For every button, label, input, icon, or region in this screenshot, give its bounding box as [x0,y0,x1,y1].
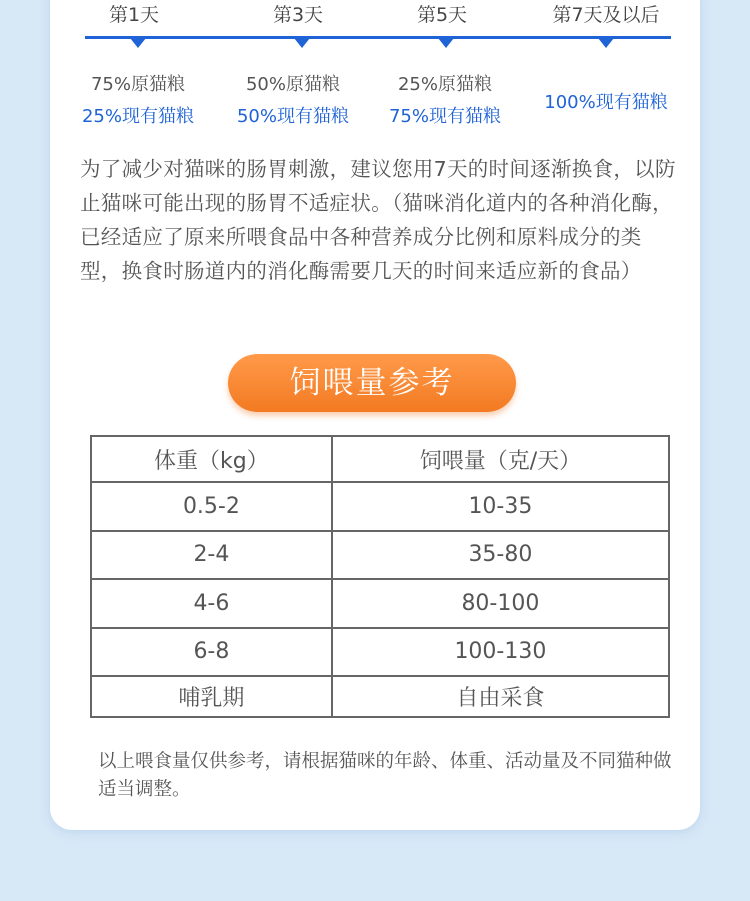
stage-3-new-food: 75%现有猫粮 [388,106,501,127]
stage-3-old-food: 25%原猫粮 [397,74,492,95]
timeline-marker [130,38,146,48]
amount-cell: 100-130 [332,628,669,677]
stage-1-old-food: 75%原猫粮 [90,74,185,95]
timeline-marker [438,38,454,48]
timeline-line [85,36,671,39]
feeding-section-title: 饲喂量参考 [228,354,516,412]
weight-cell: 哺乳期 [91,676,332,717]
timeline-marker [294,38,310,48]
stage-4-new-food: 100%现有猫粮 [544,92,668,113]
transition-description: 为了减少对猫咪的肠胃刺激，建议您用7天的时间逐渐换食，以防止猫咪可能出现的肠胃不适症状。（猫咪消化道内的各种消化酶，已经适应了原来所喂食品中各种营养成分比例和原料成分的类型，换食时肠道内的消化酶需要几天的时间来适应新的食品） [80,157,676,283]
weight-cell: 4-6 [91,579,332,628]
timeline-day-1: 第1天 [108,4,160,26]
amount-cell: 80-100 [332,579,669,628]
amount-cell: 35-80 [332,531,669,580]
column-header-weight: 体重（kg） [91,436,332,482]
stage-2-new-food: 50%现有猫粮 [236,106,349,127]
table-row [91,531,669,580]
table-row [91,579,669,628]
timeline-day-7: 第7天及以后 [552,4,660,26]
table-row [91,482,669,531]
timeline-marker [598,38,614,48]
timeline-day-5: 第5天 [416,4,468,26]
column-header-amount: 饲喂量（克/天） [332,436,669,482]
weight-cell: 2-4 [91,531,332,580]
timeline-day-3: 第3天 [272,4,324,26]
weight-cell: 6-8 [91,628,332,677]
feeding-note: 以上喂食量仅供参考，请根据猫咪的年龄、体重、活动量及不同猫种做适当调整。 [98,751,672,800]
content-card [50,0,700,830]
feeding-table [90,435,670,718]
table-header-row [91,436,669,482]
table-row [91,676,669,717]
table-row [91,628,669,677]
stage-1-new-food: 25%现有猫粮 [81,106,194,127]
weight-cell: 0.5-2 [91,482,332,531]
stage-2-old-food: 50%原猫粮 [245,74,340,95]
amount-cell: 10-35 [332,482,669,531]
amount-cell: 自由采食 [332,676,669,717]
